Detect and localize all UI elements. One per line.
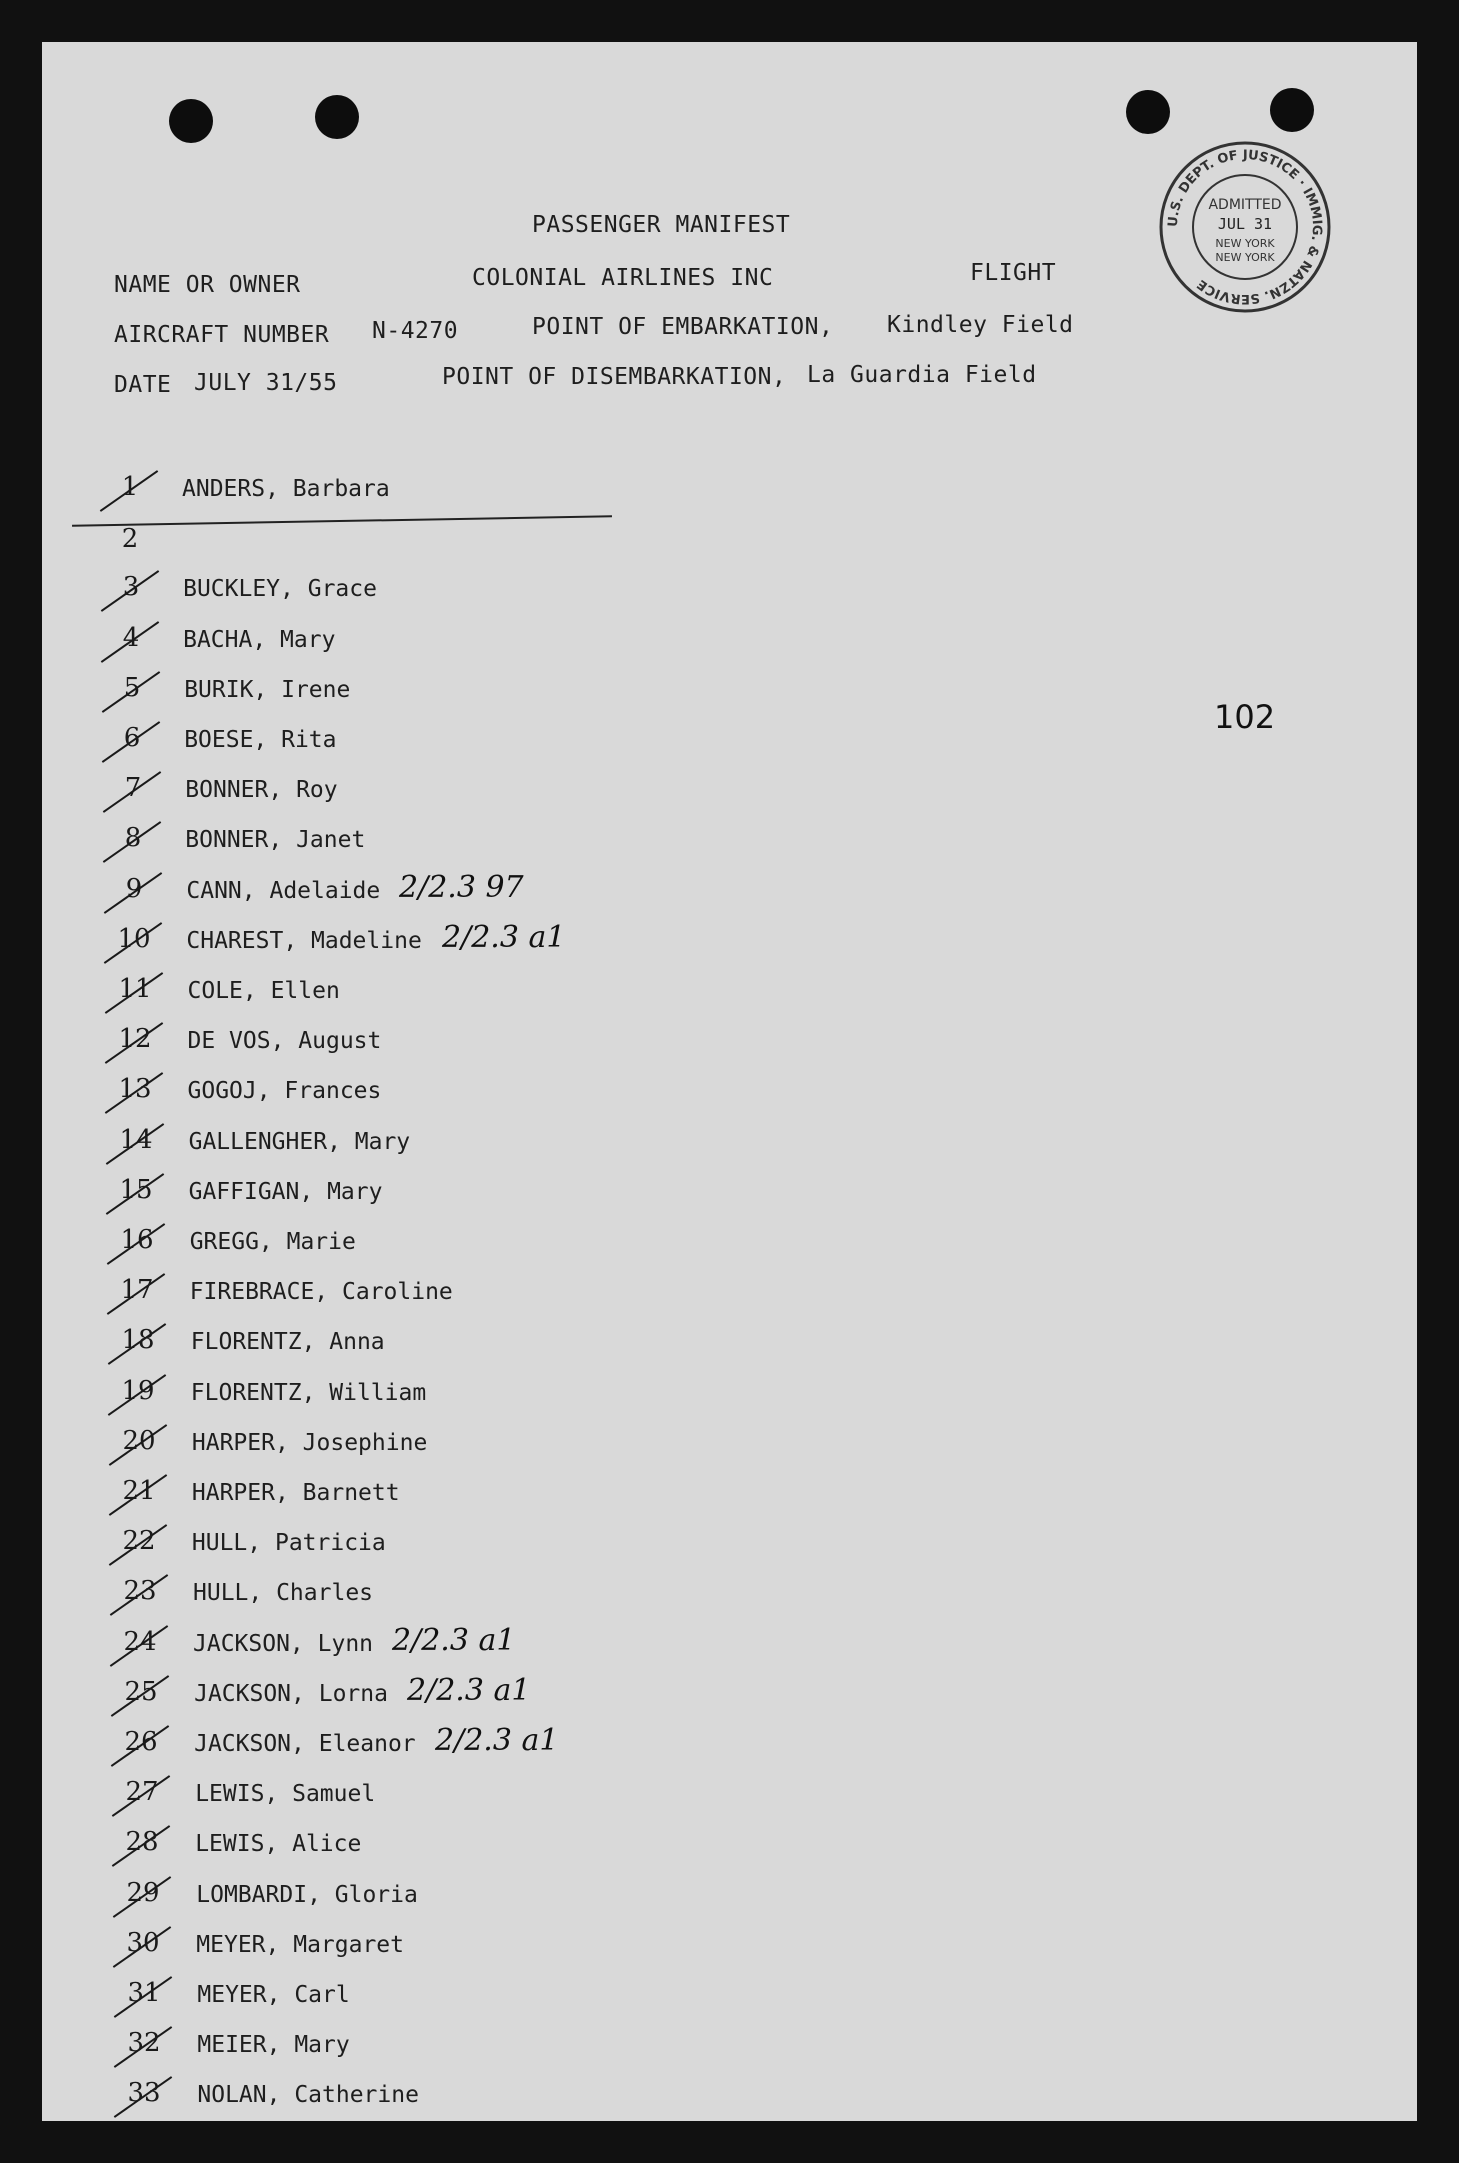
- passenger-row: [42, 1074, 942, 1114]
- passenger-number: 14: [119, 1125, 153, 1155]
- passenger-row: [42, 1376, 942, 1416]
- owner-label: NAME OR OWNER: [114, 272, 301, 298]
- passenger-row: [42, 673, 942, 713]
- manifest-title: PASSENGER MANIFEST: [532, 212, 791, 238]
- handwritten-note: 2/2.3 a1: [392, 1623, 516, 1658]
- passenger-name: LEWIS, Samuel: [195, 1781, 376, 1807]
- passenger-name: HARPER, Josephine: [191, 1430, 428, 1456]
- disembarkation-value: La Guardia Field: [807, 362, 1037, 388]
- passenger-row: [42, 870, 942, 914]
- passenger-row: [42, 1175, 942, 1215]
- date-label: DATE: [114, 372, 172, 398]
- passenger-row: [42, 1576, 942, 1616]
- aircraft-value: N-4270: [372, 318, 459, 344]
- passenger-name: CANN, Adelaide: [186, 878, 381, 904]
- passenger-number: 25: [124, 1677, 158, 1707]
- aircraft-label: AIRCRAFT NUMBER: [114, 322, 330, 348]
- passenger-row: [42, 1275, 942, 1315]
- passenger-name: GREGG, Marie: [189, 1229, 356, 1255]
- passenger-number: 28: [125, 1827, 159, 1857]
- passenger-number: 31: [127, 1978, 161, 2008]
- stamp-status: ADMITTED: [1208, 197, 1282, 213]
- date-value: JULY 31/55: [194, 370, 338, 396]
- passenger-name: HULL, Charles: [193, 1580, 374, 1606]
- owner-value: COLONIAL AIRLINES INC: [472, 265, 774, 291]
- passenger-row: [42, 1978, 942, 2018]
- passenger-name: BURIK, Irene: [184, 677, 351, 703]
- passenger-row: [42, 723, 942, 763]
- stamp-date: JUL 31: [1217, 215, 1273, 233]
- passenger-number: 30: [126, 1928, 160, 1958]
- passenger-name: BONNER, Roy: [185, 777, 338, 803]
- passenger-name: GOGOJ, Frances: [187, 1078, 382, 1104]
- passenger-number: 9: [125, 874, 143, 904]
- handwritten-note: 2/2.3 a1: [442, 920, 566, 955]
- passenger-number: 20: [122, 1426, 156, 1456]
- passenger-number: 22: [122, 1526, 156, 1556]
- passenger-number: 33: [127, 2078, 161, 2108]
- passenger-row: [42, 1928, 942, 1968]
- passenger-number: 13: [118, 1074, 152, 1104]
- passenger-name: MEYER, Carl: [197, 1982, 350, 2008]
- passenger-row: [42, 1476, 942, 1516]
- passenger-row: [42, 572, 942, 612]
- passenger-number: 32: [127, 2028, 161, 2058]
- passenger-name: LEWIS, Alice: [195, 1831, 362, 1857]
- passenger-name: BACHA, Mary: [183, 627, 336, 653]
- handwritten-note: 2/2.3 97: [399, 870, 524, 905]
- passenger-row: [42, 920, 942, 964]
- passenger-row: [42, 1673, 942, 1717]
- passenger-number: 21: [122, 1476, 156, 1506]
- passenger-name: JACKSON, Lynn: [193, 1631, 374, 1657]
- passenger-number: 2: [121, 524, 139, 554]
- passenger-number: 3: [122, 572, 140, 602]
- passenger-row: [42, 2028, 942, 2068]
- passenger-name: GALLENGHER, Mary: [188, 1129, 411, 1155]
- flight-label: FLIGHT: [970, 260, 1057, 286]
- passenger-number: 17: [120, 1275, 154, 1305]
- passenger-number: 8: [124, 823, 142, 853]
- passenger-row: [42, 974, 942, 1014]
- passenger-row: [42, 1723, 942, 1767]
- passenger-number: 18: [121, 1325, 155, 1355]
- passenger-name: BONNER, Janet: [185, 827, 366, 853]
- passenger-name: FLORENTZ, William: [190, 1380, 427, 1406]
- passenger-name: JACKSON, Eleanor: [194, 1731, 416, 1757]
- passenger-number: 12: [118, 1024, 152, 1054]
- passenger-number: 23: [123, 1576, 157, 1606]
- passenger-row: [42, 1526, 942, 1566]
- passenger-row: [42, 823, 942, 863]
- passenger-name: ANDERS, Barbara: [182, 476, 390, 502]
- passenger-name: NOLAN, Catherine: [197, 2082, 419, 2108]
- passenger-number: 16: [120, 1225, 154, 1255]
- passenger-number: 10: [117, 924, 151, 954]
- handwritten-note: 2/2.3 a1: [435, 1723, 559, 1758]
- passenger-number: 7: [124, 773, 142, 803]
- passenger-row: [42, 1125, 942, 1165]
- passenger-name: HARPER, Barnett: [191, 1480, 400, 1506]
- embarkation-label: POINT OF EMBARKATION,: [532, 314, 834, 340]
- passenger-number: 11: [118, 974, 152, 1004]
- passenger-name: FLORENTZ, Anna: [190, 1329, 385, 1355]
- handwritten-note: 2/2.3 a1: [407, 1673, 531, 1708]
- stamp-ring-text: U.S. DEPT. OF JUSTICE · IMMIG. & NATZN. SERVICE: [1165, 147, 1325, 307]
- passenger-name: LOMBARDI, Gloria: [196, 1882, 418, 1908]
- passenger-name: MEYER, Margaret: [196, 1932, 405, 1958]
- passenger-name: BUCKLEY, Grace: [183, 576, 377, 602]
- passenger-number: 26: [124, 1727, 158, 1757]
- stamp-city-2: NEW YORK: [1215, 251, 1275, 264]
- passenger-name: CHAREST, Madeline: [186, 928, 422, 954]
- manifest-page: [42, 42, 1417, 2121]
- passenger-name: JACKSON, Lorna: [194, 1681, 388, 1707]
- passenger-row: [42, 1426, 942, 1466]
- passenger-list: [42, 42, 1417, 2121]
- passenger-number: 6: [123, 723, 141, 753]
- passenger-row: [42, 2078, 942, 2118]
- passenger-row: [42, 623, 942, 663]
- passenger-row: [42, 1225, 942, 1265]
- passenger-number: 27: [125, 1777, 159, 1807]
- passenger-name: DE VOS, August: [187, 1028, 382, 1054]
- embarkation-value: Kindley Field: [887, 312, 1074, 338]
- passenger-name: FIREBRACE, Caroline: [189, 1279, 453, 1305]
- passenger-name: COLE, Ellen: [187, 978, 340, 1004]
- passenger-number: 15: [119, 1175, 153, 1205]
- passenger-number: 24: [123, 1627, 157, 1657]
- page-number: 102: [1214, 698, 1276, 736]
- passenger-number: 4: [122, 623, 140, 653]
- passenger-row: [42, 1827, 942, 1867]
- passenger-row: [42, 773, 942, 813]
- passenger-row: [42, 472, 942, 512]
- stamp-city: NEW YORK: [1215, 237, 1275, 250]
- passenger-row: [42, 522, 942, 562]
- passenger-name: BOESE, Rita: [184, 727, 337, 753]
- passenger-number: 1: [121, 472, 139, 502]
- passenger-row: [42, 1325, 942, 1365]
- passenger-number: 19: [121, 1376, 155, 1406]
- passenger-name: GAFFIGAN, Mary: [188, 1179, 383, 1205]
- passenger-row: [42, 1777, 942, 1817]
- passenger-name: HULL, Patricia: [191, 1530, 386, 1556]
- passenger-row: [42, 1024, 942, 1064]
- passenger-name: MEIER, Mary: [197, 2032, 350, 2058]
- passenger-number: 29: [126, 1878, 160, 1908]
- passenger-row: [42, 1878, 942, 1918]
- disembarkation-label: POINT OF DISEMBARKATION,: [442, 364, 787, 390]
- passenger-number: 5: [123, 673, 141, 703]
- passenger-row: [42, 1623, 942, 1667]
